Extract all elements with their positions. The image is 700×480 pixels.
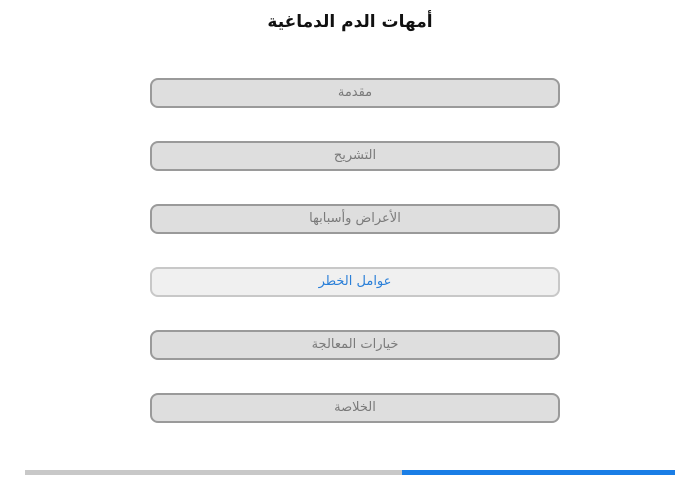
- topic-menu: [150, 78, 560, 456]
- menu-item-risk-factors[interactable]: عوامل الخطر: [150, 267, 560, 297]
- menu-item-introduction[interactable]: مقدمة: [150, 78, 560, 108]
- menu-item-summary[interactable]: الخلاصة: [150, 393, 560, 423]
- menu-item-treatment-options[interactable]: خيارات المعالجة: [150, 330, 560, 360]
- progress-bar: [25, 470, 675, 475]
- menu-item-symptoms-causes[interactable]: الأعراض وأسبابها: [150, 204, 560, 234]
- progress-bar-fill: [402, 470, 675, 475]
- page-title: أمهات الدم الدماغية: [267, 12, 433, 32]
- menu-item-anatomy[interactable]: التشريح: [150, 141, 560, 171]
